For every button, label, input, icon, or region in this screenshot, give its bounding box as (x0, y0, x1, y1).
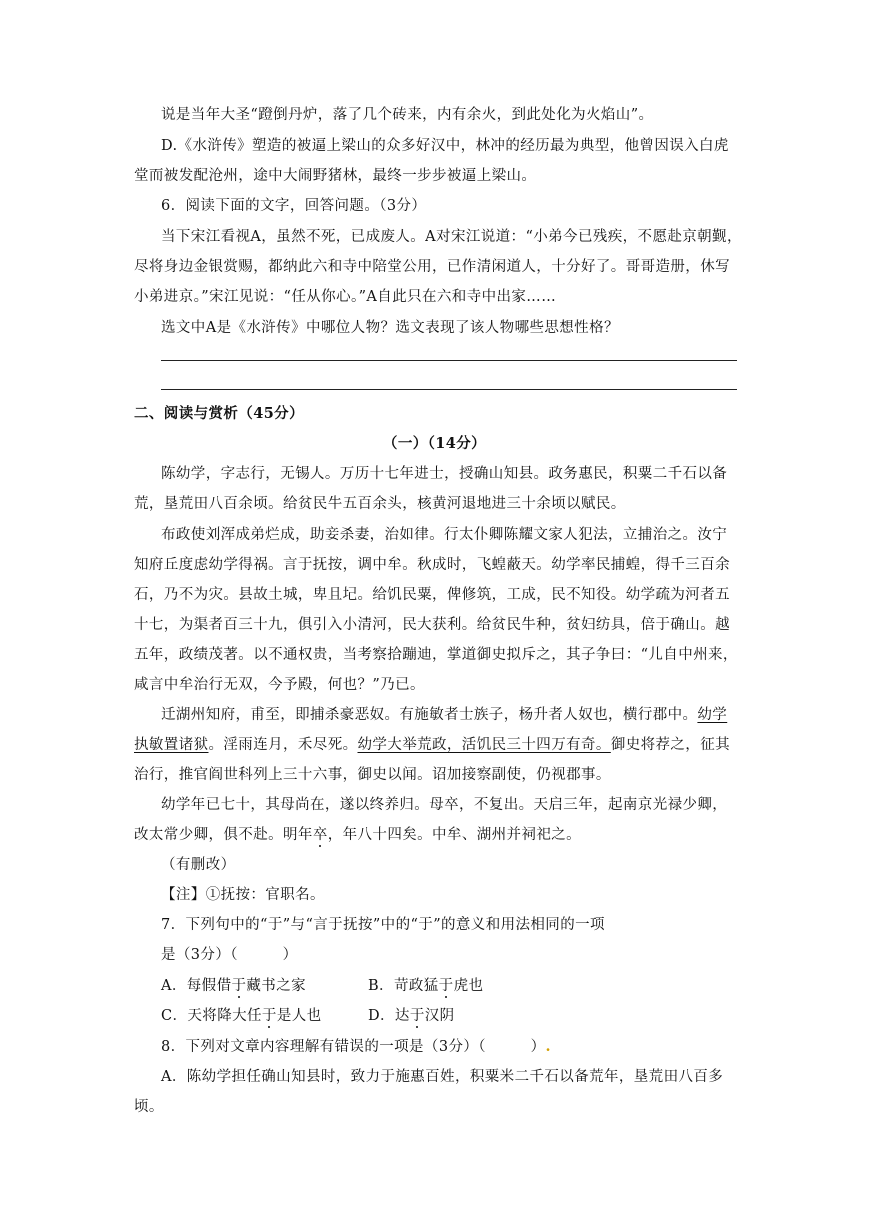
passage-p3-text: 御史将荐之，征其 (610, 737, 731, 753)
passage-p2-line-4: 十七，为渠者百三十九，俱引入小清河，民大获利。给贫民牛种，贫妇纺具，倍于确山。越 (134, 617, 730, 633)
passage-p3-line-1 (161, 705, 727, 725)
option-a-text: A．每假借 (161, 978, 232, 994)
passage-p1-line-2: 荒，垦荒田八百余顷。给贫民牛五百余头，核黄河退地进三十余顷以赋民。 (134, 496, 626, 512)
option-d-text: D．达 (368, 1008, 410, 1024)
option-c-keyword: 于 (261, 1008, 277, 1024)
option-c-continuation: 说是当年大圣“蹬倒丹炉，落了几个砖来，内有余火，到此处化为火焰山”。 (161, 107, 654, 123)
passage-p2-line-1: 布政使刘浑成弟烂成，助妾杀妻，治如律。行太仆卿陈耀文家人犯法，立捕治之。汝宁 (161, 527, 728, 543)
option-c-text: 是人也 (276, 1008, 322, 1024)
question-7-stem-1: 7．下列句中的“于”与“言于抚按”中的“于”的意义和用法相同的一项 (161, 917, 605, 933)
section-2-subheading: （一）（14分） (382, 435, 487, 452)
annotation-note: 【注】①抚按：官职名。 (161, 887, 325, 903)
passage-p4-text: 改太常少卿，俱不赴。明年 (134, 827, 313, 843)
option-d-line-2: 堂而被发配沧州，途中大闹野猪林，最终一步步被逼上梁山。 (134, 168, 537, 184)
question-6-passage-line-2: 尽将身边金银赏赐，都纳此六和寺中陪堂公用，已作清闲道人，十分好了。哥哥造册，休写 (134, 259, 730, 275)
question-7-stem-2: 是（3分）（ ） (161, 947, 298, 963)
question-8-text: 8．下列对文章内容理解有错误的一项是（3分）（ ） (161, 1039, 546, 1055)
answer-line-1 (161, 360, 737, 361)
passage-p3-line-2 (134, 735, 730, 755)
question-7-option-d (368, 1006, 455, 1026)
passage-p4-text: ，年八十四矣。中牟、湖州并祠祀之。 (327, 827, 582, 843)
option-b-text: B．苛政猛 (368, 978, 439, 994)
passage-p1-line-1: 陈幼学，字志行，无锡人。万历十七年进士，授确山知县。政务惠民，积粟二千石以备 (161, 466, 728, 482)
passage-p2-line-3: 石，乃不为灾。县故土城，卑且圮。给饥民粟，俾修筑，工成，民不知役。幼学疏为河者五 (134, 587, 730, 603)
option-d-text: 汉阴 (424, 1008, 455, 1024)
option-b-keyword: 于 (438, 978, 454, 994)
passage-p2-line-6: 咸言中牟治行无双，今予殿，何也？”乃已。 (134, 677, 425, 693)
emphasized-word: 卒 (312, 827, 328, 843)
passage-p2-line-2: 知府丘度虑幼学得祸。言于抚按，调中牟。秋成时，飞蝗蔽天。幼学率民捕蝗，得千三百余 (134, 557, 730, 573)
section-2-heading: 二、阅读与赏析（45分） (134, 405, 304, 422)
question-8-stem (161, 1037, 551, 1057)
question-6-passage-line-1: 当下宋江看视A，虽然不死，已成废人。A对宋江说道：“小弟今已残疾，不愿赴京朝觐， (161, 229, 742, 245)
option-d-line-1: D.《水浒传》塑造的被逼上梁山的众多好汉中，林冲的经历最为典型，他曾因误入白虎 (161, 138, 729, 154)
question-6-title: 6．阅读下面的文字，回答问题。（3分） (161, 198, 427, 214)
underlined-sentence-2: 幼学大举荒政，活饥民三十四万有奇。 (357, 737, 611, 753)
option-b-text: 虎也 (453, 978, 484, 994)
answer-line-2 (161, 389, 737, 390)
underlined-sentence-1-start: 幼学 (697, 707, 728, 723)
question-6-prompt: 选文中A是《水浒传》中哪位人物？选文表现了该人物哪些思想性格？ (161, 320, 619, 336)
question-7-option-b (368, 976, 483, 996)
passage-p3-text: 迁湖州知府，甫至，即捕杀豪恶奴。有施敏者士族子，杨升者人奴也，横行郡中。 (161, 707, 698, 723)
option-a-keyword: 于 (231, 978, 247, 994)
question-8-option-a-line-2: 顷。 (134, 1099, 164, 1115)
question-8-mark: . (545, 1038, 551, 1055)
passage-p4-line-2 (134, 825, 581, 845)
option-c-text: C．天将降大任 (161, 1008, 262, 1024)
passage-p4-line-1: 幼学年已七十，其母尚在，遂以终养归。母卒，不复出。天启三年，起南京光禄少卿， (161, 797, 728, 813)
underlined-sentence-1-end: 执敏置诸狱 (134, 737, 209, 753)
passage-p3-line-3: 治行，推官阎世科列上三十六事，御史以闻。诏加接察副使，仍视郡事。 (134, 767, 611, 783)
passage-p3-text: 。淫雨连月，禾尽死。 (208, 737, 358, 753)
question-8-option-a-line-1: A．陈幼学担任确山知县时，致力于施惠百姓，积粟米二千石以备荒年，垦荒田八百多 (161, 1069, 724, 1085)
option-a-text: 藏书之家 (246, 978, 306, 994)
source-note: （有删改） (161, 857, 236, 873)
question-7-option-c (161, 1006, 322, 1026)
option-d-keyword: 于 (409, 1008, 425, 1024)
question-7-option-a (161, 976, 306, 996)
question-6-passage-line-3: 小弟进京。”宋江见说：“任从你心。”A自此只在六和寺中出家…… (134, 289, 557, 305)
passage-p2-line-5: 五年，政绩茂著。以不通权贵，当考察拾蹦迪，掌道御史拟斥之，其子争曰：“儿自中州来， (134, 647, 738, 663)
